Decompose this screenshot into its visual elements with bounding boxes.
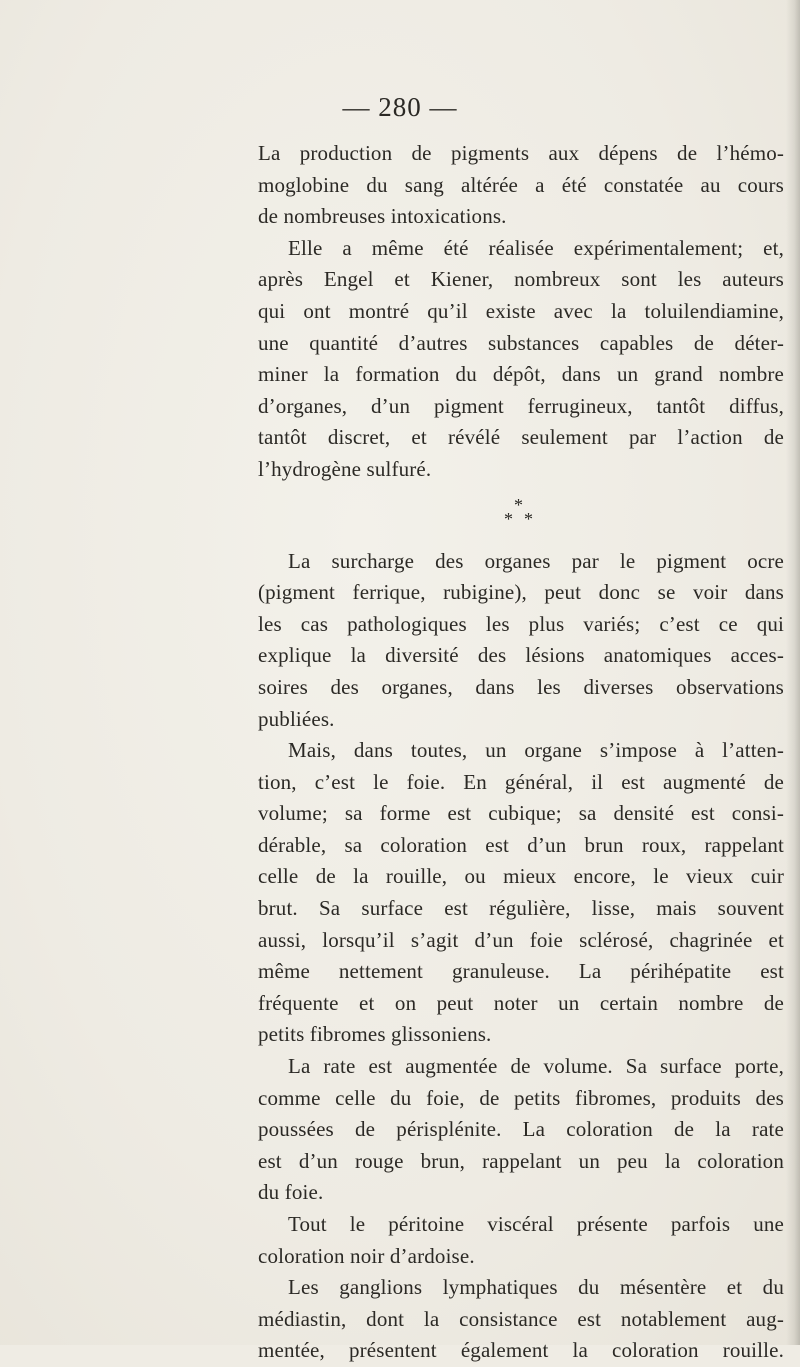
paragraph: [258, 1051, 784, 1209]
text-line: moglobine du sang altérée a été constatée au cours: [258, 172, 784, 197]
text-line: La surcharge des organes par le pigment ocre: [288, 548, 784, 573]
text-line: Elle a même été réalisée expérimentalement; et,: [288, 235, 784, 260]
text-line: brut. Sa surface est régulière, lisse, mais souvent: [258, 896, 784, 921]
text-line: tantôt discret, et révélé seulement par l’action de: [258, 425, 784, 450]
text-line: petits fibromes glissoniens.: [258, 1022, 492, 1047]
text-line: Les ganglions lymphatiques du mésentère et du: [288, 1275, 784, 1300]
text-line: d’organes, d’un pigment ferrugineux, tantôt diffus,: [258, 393, 784, 418]
text-line: tion, c’est le foie. En général, il est augmenté de: [258, 769, 784, 794]
asterisk-top: *: [514, 494, 523, 515]
text-line: Tout le péritoine viscéral présente parfois une: [288, 1212, 784, 1236]
text-line: La production de pigments aux dépens de l’hémo-: [258, 141, 784, 165]
page-number: — 280 —: [342, 92, 458, 122]
text-line: explique la diversité des lésions anatomiques acces-: [258, 643, 784, 668]
text-line: Mais, dans toutes, un organe s’impose à l’atten-: [288, 738, 784, 763]
text-line: (pigment ferrique, rubigine), peut donc se voir dans: [258, 580, 784, 605]
text-line: une quantité d’autres substances capables de déter-: [258, 330, 784, 355]
text-line: dérable, sa coloration est d’un brun roux, rappelant: [258, 832, 784, 857]
text-line: mentée, présentent également la coloration rouille.: [258, 1338, 784, 1363]
text-line: de nombreuses intoxications.: [258, 204, 507, 229]
paragraph: [258, 735, 784, 1051]
text-line: coloration noir d’ardoise.: [258, 1243, 475, 1268]
text-line: publiées.: [258, 706, 335, 731]
text-line: aussi, lorsqu’il s’agit d’un foie sclérosé, chagrinée et: [258, 927, 784, 952]
text-line: médiastin, dont la consistance est notablement aug-: [258, 1306, 784, 1331]
page-edge-shadow: [786, 0, 800, 1345]
paragraph: [258, 138, 784, 233]
text-line: fréquente et on peut noter un certain nombre de: [258, 990, 784, 1015]
text-line: est d’un rouge brun, rappelant un peu la coloration: [258, 1148, 784, 1173]
text-line: celle de la rouille, ou mieux encore, le vieux cuir: [258, 864, 784, 889]
text-line: La rate est augmentée de volume. Sa surface porte,: [288, 1054, 784, 1079]
text-line: l’hydrogène sulfuré.: [258, 456, 432, 481]
paragraph: [258, 233, 784, 486]
text-line: comme celle du foie, de petits fibromes, produits des: [258, 1085, 784, 1110]
text-line: du foie.: [258, 1180, 324, 1205]
section-separator: [258, 486, 784, 546]
text-line: même nettement granuleuse. La périhépatite est: [258, 959, 784, 984]
asterisk-right: *: [524, 508, 533, 529]
paragraph: [258, 1209, 784, 1272]
text-line: volume; sa forme est cubique; sa densité est consi-: [258, 801, 784, 826]
text-line: les cas pathologiques les plus variés; c’est ce qui: [258, 611, 784, 636]
text-line: miner la formation du dépôt, dans un grand nombre: [258, 362, 784, 387]
text-line: poussées de périsplénite. La coloration de la rate: [258, 1117, 784, 1142]
text-line: après Engel et Kiener, nombreux sont les auteurs: [258, 267, 784, 292]
asterisk-left: *: [504, 508, 513, 529]
body-text: [258, 138, 784, 1367]
text-line: soires des organes, dans les diverses observations: [258, 674, 784, 699]
text-line: qui ont montré qu’il existe avec la toluilendiamine,: [258, 298, 784, 323]
paragraph: [258, 546, 784, 736]
paragraph: [258, 1272, 784, 1367]
